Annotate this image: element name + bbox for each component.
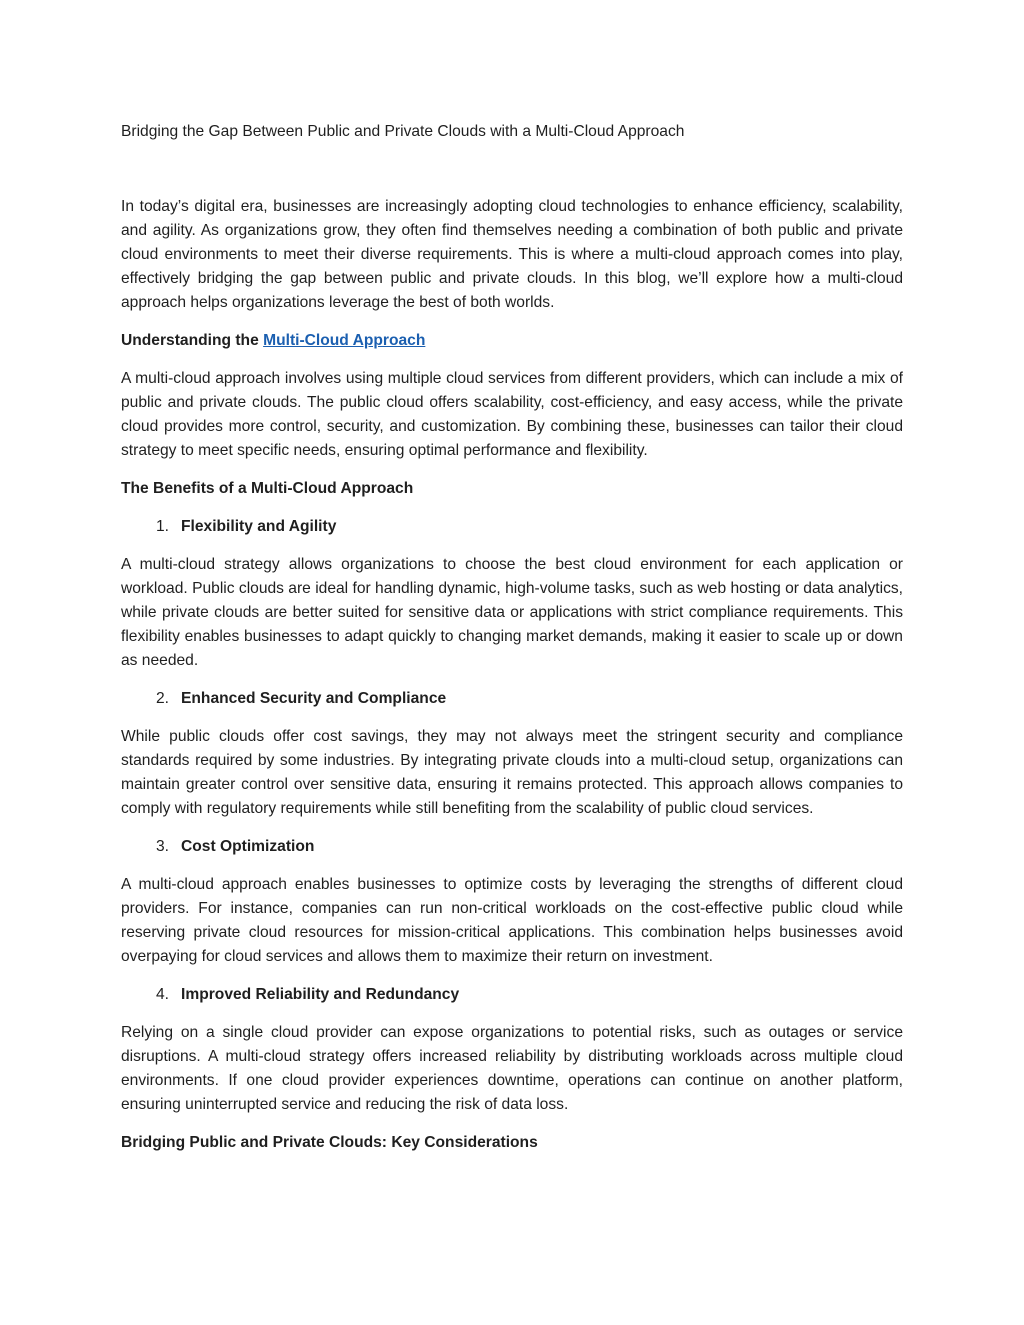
benefit-item-1 (121, 515, 903, 539)
benefit-title: Enhanced Security and Compliance (181, 690, 447, 707)
benefit-title: Cost Optimization (181, 838, 315, 855)
understanding-paragraph: A multi-cloud approach involves using multiple cloud services from different providers, which can include a mix of public and private clouds. The public cloud offers scalability, cost-efficiency, and easy access, while the private cloud provides more control, security, and customization. By combining these, businesses can tailor their cloud strategy to meet specific needs, ensuring optimal performance and flexibility. (121, 370, 903, 459)
benefit-paragraph: While public clouds offer cost savings, they may not always meet the stringent security and compliance standards required by some industries. By integrating private clouds into a multi-cloud setup, organizations can maintain greater control over sensitive data, ensuring it remains protected. This approach allows companies to comply with regulatory requirements while still benefiting from the scalability of public cloud services. (121, 728, 903, 817)
intro-paragraph: In today’s digital era, businesses are increasingly adopting cloud technologies to enhance efficiency, scalability, and agility. As organizations grow, they often find themselves needing a combination of both public and private cloud environments to meet their diverse requirements. This is where a multi-cloud approach comes into play, effectively bridging the gap between public and private clouds. In this blog, we’ll explore how a multi-cloud approach helps organizations leverage the best of both worlds. (121, 198, 903, 311)
considerations-heading: Bridging Public and Private Clouds: Key Considerations (121, 1134, 538, 1151)
benefit-paragraph: A multi-cloud strategy allows organizations to choose the best cloud environment for each application or workload. Public clouds are ideal for handling dynamic, high-volume tasks, such as web hosting or data analytics, while private clouds are better suited for sensitive data or applications with strict compliance requirements. This flexibility enables businesses to adapt quickly to changing market demands, making it easier to scale up or down as needed. (121, 556, 903, 669)
benefit-number: 4. (155, 986, 169, 1003)
benefit-paragraph: Relying on a single cloud provider can expose organizations to potential risks, such as outages or service disruptions. A multi-cloud strategy offers increased reliability by distributing workloads across multiple cloud environments. If one cloud provider experiences downtime, operations can continue on another platform, ensuring uninterrupted service and reducing the risk of data loss. (121, 1024, 903, 1113)
benefit-item-4 (121, 983, 903, 1007)
document-title: Bridging the Gap Between Public and Private Clouds with a Multi-Cloud Approach (121, 123, 685, 140)
benefit-title: Flexibility and Agility (181, 518, 337, 535)
understanding-heading (121, 329, 903, 353)
benefit-number: 3. (155, 838, 169, 855)
benefit-paragraph: A multi-cloud approach enables businesses to optimize costs by leveraging the strengths of different cloud providers. For instance, companies can run non-critical workloads on the cost-effective public cloud while reserving private cloud resources for mission-critical applications. This combination helps businesses avoid overpaying for cloud services and allows them to maximize their return on investment. (121, 876, 903, 965)
benefit-number: 2. (155, 690, 169, 707)
understanding-heading-prefix: Understanding the (121, 332, 264, 349)
benefit-item-3 (121, 835, 903, 859)
multi-cloud-approach-link[interactable]: Multi-Cloud Approach (263, 332, 426, 349)
document-page (121, 120, 903, 1169)
benefits-heading: The Benefits of a Multi-Cloud Approach (121, 480, 414, 497)
benefit-item-2 (121, 687, 903, 711)
benefit-title: Improved Reliability and Redundancy (181, 986, 460, 1003)
benefit-number: 1. (155, 518, 169, 535)
